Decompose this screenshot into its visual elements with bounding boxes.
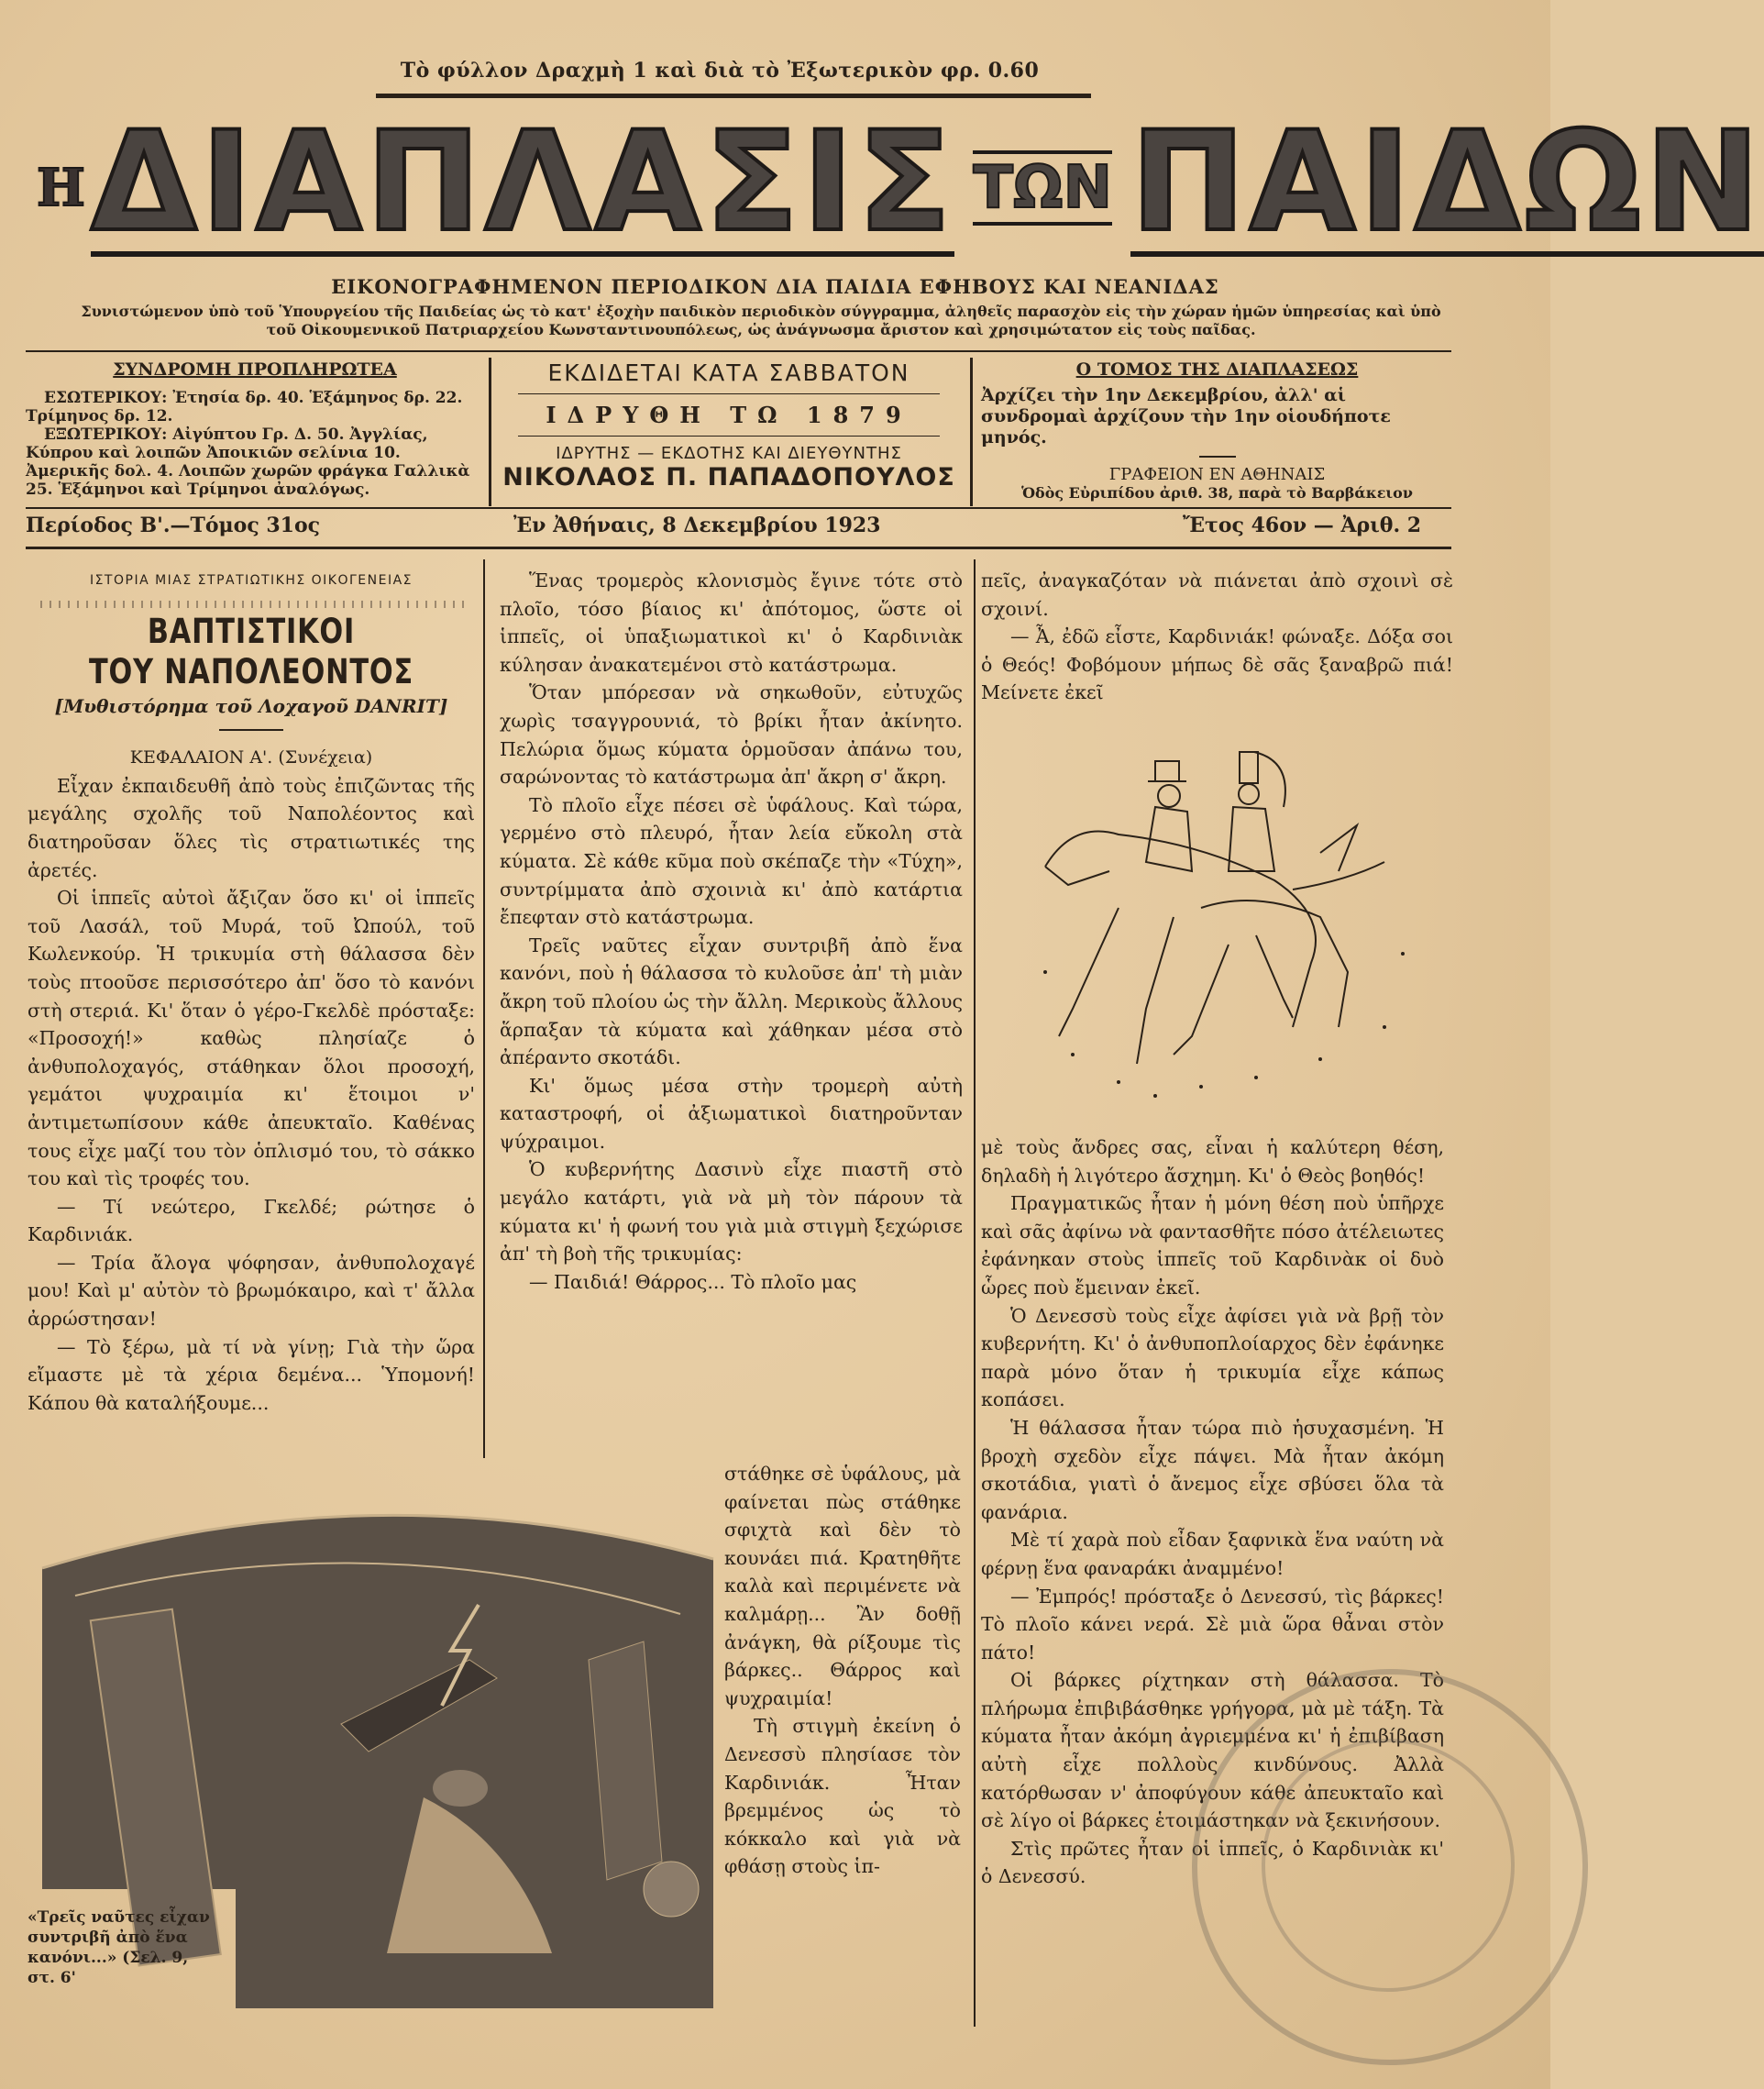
period-volume: Περίοδος Β'.—Τόμος 31ος xyxy=(26,514,321,537)
paragraph: Ὅταν μπόρεσαν νὰ σηκωθοῦν, εὐτυχῶς χωρὶς τσαγγρουνιά, τὸ βρίκι ἦταν ἀκίνητο. Πελώρια ὅμως κύματα ὁρμοῦσαν ἀπάνω του, σαρώνοντας τὸ κατάστρωμα ἀπ' ἄκρη σ' ἄκρη. xyxy=(500,681,963,789)
office-address: Ὁδὸς Εὐριπίδου ἀριθ. 38, παρὰ τὸ Βαρβάκειον xyxy=(1021,484,1413,502)
paragraph: Πραγματικῶς ἦταν ἡ μόνη θέση ποὺ ὑπῆρχε καὶ σᾶς ἀφίνω νὰ φαντασθῆτε πόσο ἀτέλειωτες ἐφάνηκαν στοὺς ἱππεῖς τοῦ Καρδινὰκ οἱ δυὸ ὧρες ποὺ ἔμειναν ἐκεῖ. xyxy=(981,1192,1444,1299)
paragraph: — Παιδιά! Θάρρος... Τὸ πλοῖο μας xyxy=(529,1270,857,1293)
volume-text: Ἀρχίζει τὴν 1ην Δεκεμβρίου, ἀλλ' αἱ συνδρομαὶ ἀρχίζουν τὴν 1ην οἱουδήποτε μηνός. xyxy=(981,385,1391,448)
header-rule xyxy=(26,350,1451,352)
column-2 xyxy=(500,567,963,1296)
publisher-box xyxy=(500,359,958,492)
publisher-rule xyxy=(518,436,940,437)
masthead-title-main: ΔΙΑΠΛΑΣΙΣ xyxy=(90,103,955,262)
paragraph: — Ἐμπρός! πρόσταξε ὁ Δενεσσύ, τὶς βάρκες! Τὸ πλοῖο κάνει νερά. Σὲ μιὰ ὥρα θἆναι στὸν πάτο! xyxy=(981,1585,1444,1663)
paragraph: — Ἆ, ἐδῶ εἶστε, Καρδινιάκ! φώναξε. Δόξα σοι ὁ Θεός! Φοβόμουν μήπως δὲ σᾶς ξαναβρῶ πιά! Μείνετε ἐκεῖ xyxy=(981,625,1453,704)
subtitle: ΕΙΚΟΝΟΓΡΑΦΗΜΕΝΟΝ ΠΕΡΙΟΔΙΚΟΝ ΔΙΑ ΠΑΙΔΙΑ ΕΦΗΒΟΥΣ ΚΑΙ ΝΕΑΝΙΔΑΣ xyxy=(331,275,1219,298)
publisher-rule xyxy=(518,393,940,394)
illustration-caption: «Τρεῖς ναῦτες εἶχαν συντριβῆ ἀπὸ ἕνα κανόνι...» (Σελ. 9, στ. 6' xyxy=(28,1908,210,1987)
dateline-rule-bottom xyxy=(26,547,1451,549)
office-title: ΓΡΑΦΕΙΟΝ ΕΝ ΑΘΗΝΑΙΣ xyxy=(1108,465,1326,484)
volume-box xyxy=(981,359,1453,502)
masthead-article: Η xyxy=(37,158,85,218)
paragraph: Ἡ θάλασσα ἦταν τώρα πιὸ ἡσυχασμένη. Ἡ βροχὴ σχεδὸν εἶχε πάψει. Μὰ ἦταν ἀκόμη σκοτάδια, γιατὶ ὁ ἄνεμος εἶχε σβύσει ὅλα τὰ φανάρια. xyxy=(981,1416,1444,1523)
box-divider-left xyxy=(489,358,491,506)
story-title-line1: ΒΑΠΤΙΣΤΙΚΟΙ xyxy=(147,611,356,651)
paragraph: Τὴ στιγμὴ ἐκείνη ὁ Δενεσσὺ πλησίασε τὸν Καρδινιάκ. Ἦταν βρεμμένος ὡς τὸ κόκκαλο καὶ γιὰ νὰ φθάσῃ στοὺς ἱπ- xyxy=(724,1715,961,1878)
masthead-title-of: ΤΩΝ xyxy=(973,150,1112,226)
paragraph: Ἕνας τρομερὸς κλονισμὸς ἔγινε τότε στὸ πλοῖο, τόσο βίαιος κι' ἀπότομος, ὥστε οἱ ἱππεῖς, οἱ ὑπαξιωματικοὶ κι' ὁ Καρδινιὰκ κύλησαν ἀνακατεμένοι στὸ κατάστρωμα. xyxy=(500,569,963,676)
column-rule-1 xyxy=(483,559,485,1458)
volume-rule xyxy=(1199,456,1236,458)
subscription-box xyxy=(26,359,484,499)
paragraph: Ὁ κυβερνήτης Δασινὺ εἶχε πιαστῆ στὸ μεγάλο κατάρτι, γιὰ νὰ μὴ τὸν πάρουν τὰ κύματα κι' ἡ φωνή του γιὰ μιὰ στιγμὴ ξεχώρισε ἀπ' τὴ βοὴ τῆς τρικυμίας: xyxy=(500,1158,963,1266)
paragraph: Οἱ ἱππεῖς αὐτοὶ ἄξιζαν ὅσο κι' οἱ ἱππεῖς τοῦ Λασάλ, τοῦ Μυρά, τοῦ Ὠπούλ, τοῦ Κωλενκούρ. Ἡ τρικυμία στὴ θάλασσα δὲν τοὺς πτοοῦσε περισσότερο ἀπ' ὅσο τὸ κανόνι στὴ στεριά. Κι' ὅταν ὁ γέρο-Γκελδὲ πρόσταξε: «Προσοχή!» καθὼς πλησίαζε ὁ ἀνθυπολοχαγός, στάθηκαν ὅλοι προσοχή, γεμάτοι ψυχραιμία κι' ἕτοιμοι ν' ἀντιμετωπίσουν κάθε ἀπευκταῖο. Καθένας τους εἶχε μαζί του τὸν ὁπλισμό του, τὸ σάκκο του καὶ τὶς τροφές του. xyxy=(28,887,475,1190)
published-weekly: ΕΚΔΙΔΕΤΑΙ ΚΑΤΑ ΣΑΒΒΑΤΟΝ xyxy=(547,359,910,386)
publisher-role: ΙΔΡΥΤΗΣ — ΕΚΔΟΤΗΣ ΚΑΙ ΔΙΕΥΘΥΝΤΗΣ xyxy=(556,444,902,463)
issue-date: Ἐν Ἀθήναις, 8 Δεκεμβρίου 1923 xyxy=(513,514,881,537)
paragraph: μὲ τοὺς ἄνδρες σας, εἶναι ἡ καλύτερη θέση, δηλαδὴ ἡ λιγότερο ἄσχημη. Κι' ὁ Θεὸς βοηθός! xyxy=(981,1136,1444,1187)
paragraph: Κι' ὅμως μέσα στὴν τρομερὴ αὐτὴ καταστροφή, οἱ ἀξιωματικοὶ διατηροῦνταν ψύχραιμοι. xyxy=(500,1074,963,1153)
box-divider-right xyxy=(970,358,973,506)
subscription-foreign: ΕΞΩΤΕΡΙΚΟΥ: Αἰγύπτου Γρ. Δ. 50. Ἀγγλίας, Κύπρου καὶ λοιπῶν Ἀποικιῶν σελίνια 10. Ἀμερικῆς δολ. 4. Λοιπῶν χωρῶν φράγκα Γαλλικὰ 25. Ἑξάμηνοι καὶ Τρίμηνοι ἀναλόγως. xyxy=(26,426,470,499)
paragraph: Μὲ τί χαρὰ ποὺ εἶδαν ξαφνικὰ ἕνα ναύτη νὰ φέρνῃ ἕνα φαναράκι ἀναμμένο! xyxy=(981,1529,1444,1579)
paragraph: — Τὸ ξέρω, μὰ τί νὰ γίνῃ; Γιὰ τὴν ὥρα εἴμαστε μὲ τὰ χέρια δεμένα... Ὑπομονή! Κάπου θὰ καταλήξουμε... xyxy=(28,1335,475,1414)
story-kicker: ΙΣΤΟΡΙΑ ΜΙΑΣ ΣΤΡΑΤΙΩΤΙΚΗΣ ΟΙΚΟΓΕΝΕΙΑΣ xyxy=(89,573,413,588)
founded-year: ΙΔΡΥΘΗ ΤΩ 1879 xyxy=(546,402,912,428)
story-title-line2: ΤΟΥ ΝΑΠΟΛΕΟΝΤΟΣ xyxy=(89,651,413,691)
paragraph: πεῖς, ἀναγκαζόταν νὰ πιάνεται ἀπὸ σχοινὶ σὲ σχοινί. xyxy=(981,569,1453,620)
dateline-rule-top xyxy=(26,507,1451,509)
ship-deck-illustration xyxy=(39,1495,717,1880)
horsemen-sketch xyxy=(1018,734,1458,1119)
paragraph: Τὸ πλοῖο εἶχε πέσει σὲ ὑφάλους. Καὶ τώρα, γερμένο στὸ πλευρό, ἦταν λεία εὔκολη στὰ κύματα. Σὲ κάθε κῦμα ποὺ σκέπαζε τὴν «Τύχη», συντρίμματα ἀπὸ σχοινιὰ κι' ἀπὸ κατάρτια ἔπεφταν στὸ κατάστρωμα. xyxy=(500,793,963,929)
two-horsemen-image xyxy=(1018,734,1458,1119)
year-issue-number: Ἔτος 46ον — Ἀριθ. 2 xyxy=(1183,514,1422,537)
paragraph: Οἱ βάρκες ρίχτηκαν στὴ θάλασσα. Τὸ πλήρωμα ἐπιβιβάσθηκε γρήγορα, μὰ μὲ τάξη. Τὰ κύματα ἦταν ἀκόμη ἀγριεμμένα κι' ἡ ἐπιβίβαση αὐτὴ εἶχε πολλοὺς κινδύνους. Ἀλλὰ κατόρθωσαν ν' ἀποφύγουν κάθε ἀπευκταῖο καὶ σὲ λίγο οἱ βάρκες ἑτοιμάστηκαν νὰ ξεκινήσουν. xyxy=(981,1669,1444,1832)
library-stamp-watermark xyxy=(1192,1669,1588,2065)
paragraph: Τρεῖς ναῦτες εἶχαν συντριβῆ ἀπὸ ἕνα κανόνι, ποὺ ἡ θάλασσα τὸ κυλοῦσε ἀπ' τὴ μιὰν ἄκρη τοῦ πλοίου ὡς τὴν ἄλλη. Μερικοὺς ἄλλους ἅρπαξαν τὰ κύματα καὶ χάθηκαν μέσα στὸ ἀπέραντο σκοτάδι. xyxy=(500,934,963,1069)
title-rule xyxy=(219,729,283,731)
price-rule xyxy=(376,94,1091,98)
publisher-name: ΝΙΚΟΛΑΟΣ Π. ΠΑΠΑΔΟΠΟΥΛΟΣ xyxy=(502,463,955,492)
price-line: Τὸ φύλλον Δραχμὴ 1 καὶ διὰ τὸ Ἐξωτερικὸν φρ. 0.60 xyxy=(400,59,1040,83)
subscription-title: ΣΥΝΔΡΟΜΗ ΠΡΟΠΛΗΡΩΤΕΑ xyxy=(113,359,397,380)
column-1 xyxy=(28,567,475,1417)
paragraph: — Τρία ἄλογα ψόφησαν, ἀνθυπολοχαγέ μου! Καὶ μ' αὐτὸν τὸ βρωμόκαιρο, καὶ τ' ἄλλα ἀρρώστησαν! xyxy=(28,1251,475,1331)
column-rule-2 xyxy=(974,559,976,2027)
story-byline: [Μυθιστόρημα τοῦ Λοχαγοῦ DANRIT] xyxy=(54,694,448,717)
subscription-domestic: ΕΣΩΤΕΡΙΚΟΥ: Ἐτησία δρ. 40. Ἑξάμηνος δρ. 22. Τρίμηνος δρ. 12. xyxy=(26,389,463,426)
paragraph: Ὁ Δενεσσὺ τοὺς εἶχε ἀφίσει γιὰ νὰ βρῇ τὸν κυβερνήτη. Κι' ὁ ἀνθυποπλοίαρχος δὲν ἐφάνηκε παρὰ μόνο ὅταν ἡ τρικυμία εἶχε κάπως κοπάσει. xyxy=(981,1304,1444,1411)
column-3-top xyxy=(981,567,1453,707)
paragraph: Στὶς πρῶτες ἦταν οἱ ἱππεῖς, ὁ Καρδινιὰκ κι' ὁ Δενεσσύ. xyxy=(981,1837,1444,1888)
paragraph: στάθηκε σὲ ὑφάλους, μὰ φαίνεται πὼς στάθηκε σφιχτὰ καὶ δὲν τὸ κουνάει πιά. Κρατηθῆτε καλὰ καὶ περιμένετε νὰ καλμάρῃ... Ἂν δοθῇ ἀνάγκη, θὰ ρίξουμε τὶς βάρκες.. Θάρρος καὶ ψυχραιμία! xyxy=(724,1463,961,1709)
column-2-narrow xyxy=(724,1460,961,1881)
paragraph: Εἶχαν ἐκπαιδευθῆ ἀπὸ τοὺς ἐπιζῶντας τῆς μεγάλης σχολῆς τοῦ Ναπολέοντος καὶ διατηροῦσαν ὅλες τὶς στρατιωτικές της ἀρετές. xyxy=(28,774,475,881)
wavy-rule xyxy=(37,601,466,608)
chapter-heading: ΚΕΦΑΛΑΙΟΝ Α'. (Συνέχεια) xyxy=(129,747,373,768)
description: Συνιστώμενον ὑπὸ τοῦ Ὑπουργείου τῆς Παιδείας ὡς τὸ κατ' ἐξοχὴν παιδικὸν περιοδικὸν σύγγραμμα, ἀληθεῖς παρασχὸν εἰς τὴν χώραν ἡμῶν ὑπηρεσίας καὶ ὑπὸ τοῦ Οἰκουμενικοῦ Πατριαρχείου Κωνσταντινουπόλεως, ὡς ἀνάγνωσμα ἄριστον καὶ χρησιμώτατον εἰς τοὺς παῖδας. xyxy=(81,303,1441,338)
masthead-title-children: ΠΑΙΔΩΝ xyxy=(1130,103,1764,262)
masthead xyxy=(37,103,1764,262)
volume-title: Ο ΤΟΜΟΣ ΤΗΣ ΔΙΑΠΛΑΣΕΩΣ xyxy=(1075,359,1359,380)
paragraph: — Τί νεώτερο, Γκελδέ; ρώτησε ὁ Καρδινιάκ. xyxy=(28,1195,475,1246)
